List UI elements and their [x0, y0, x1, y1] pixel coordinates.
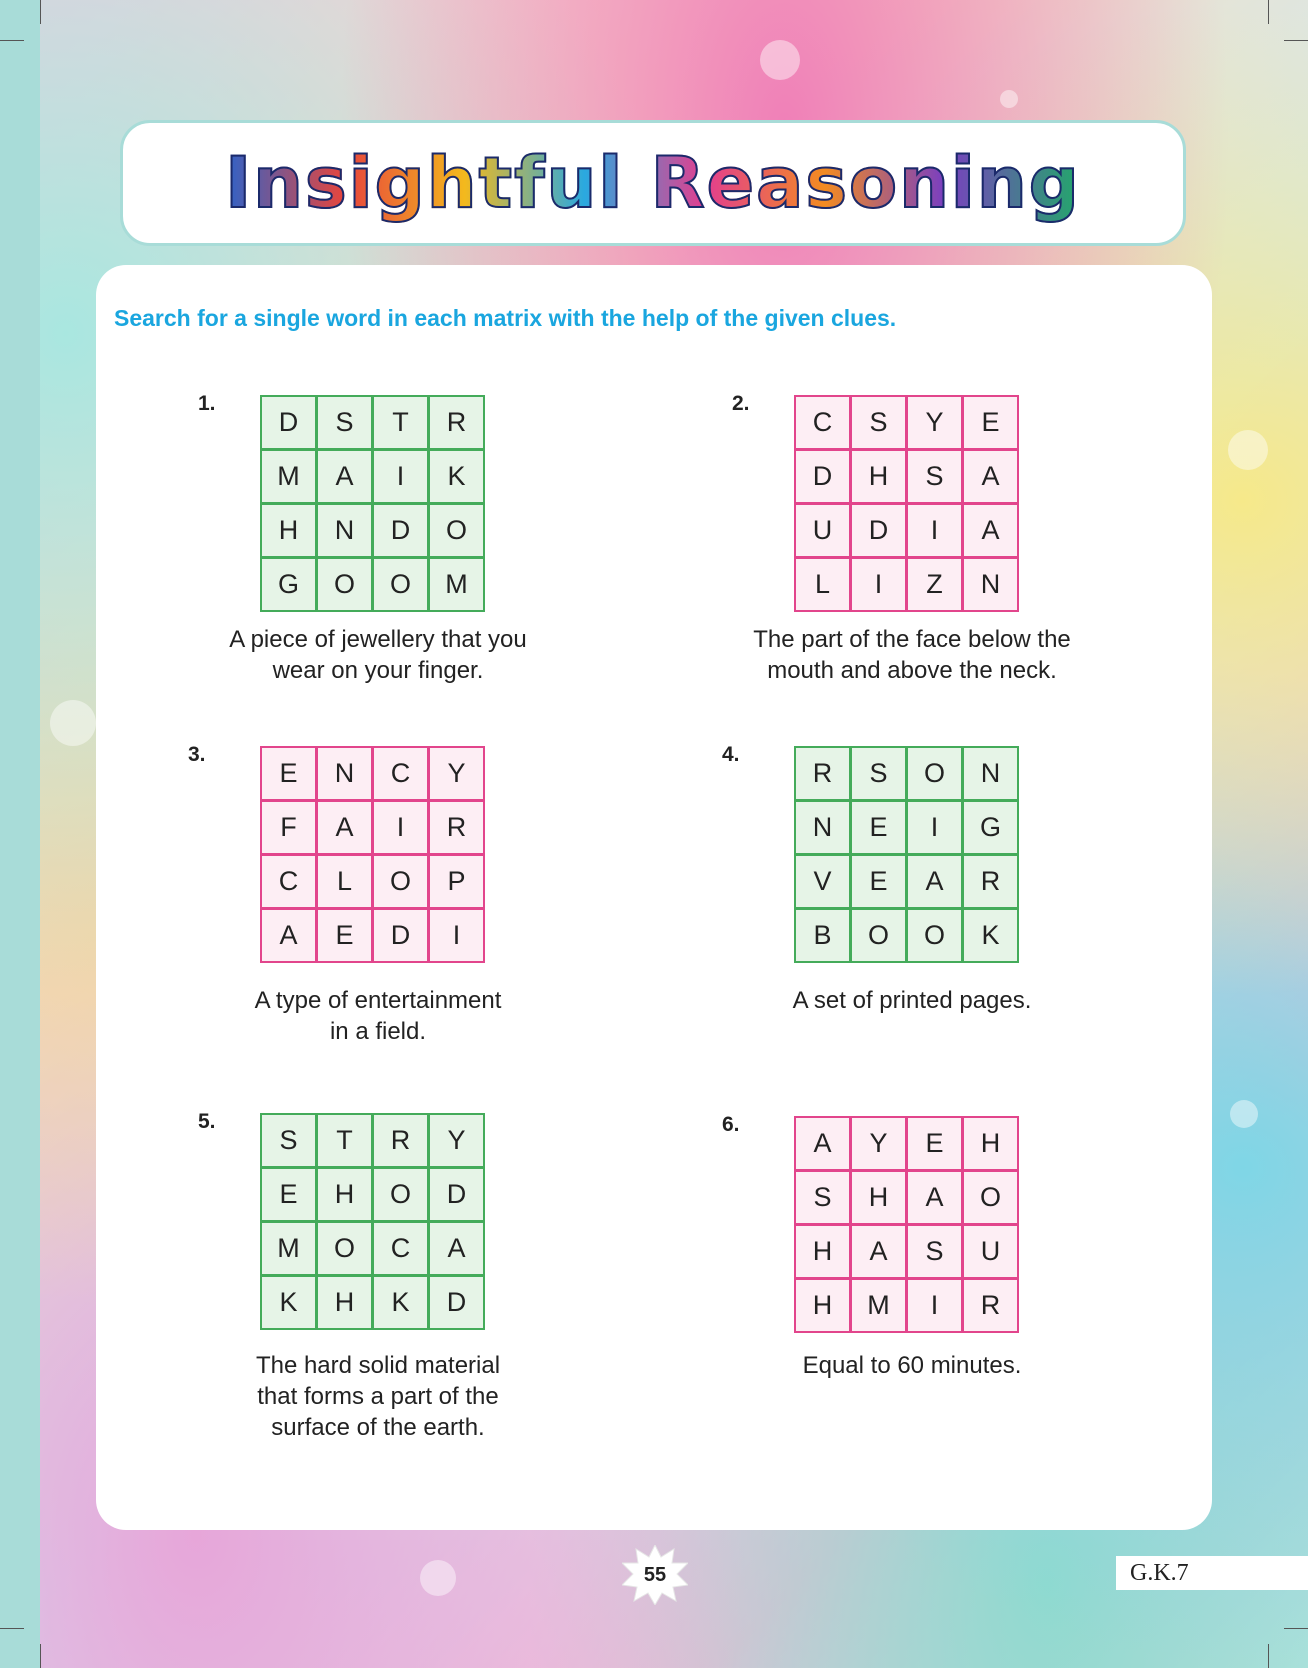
grid-cell[interactable]: E [260, 746, 317, 801]
grid-cell[interactable]: O [316, 1221, 373, 1276]
grid-cell[interactable]: G [962, 800, 1019, 855]
grid-cell[interactable]: S [316, 395, 373, 450]
grid-cell[interactable]: G [260, 557, 317, 612]
grid-cell[interactable]: C [372, 1221, 429, 1276]
clue-line: surface of the earth. [271, 1414, 485, 1441]
grid-cell[interactable]: A [906, 854, 963, 909]
grid-cell[interactable]: H [316, 1167, 373, 1222]
grid-cell[interactable]: H [794, 1278, 851, 1333]
page-number-badge [622, 1545, 688, 1605]
grid-cell[interactable]: O [372, 1167, 429, 1222]
grid-cell[interactable]: A [316, 800, 373, 855]
grid-cell[interactable]: P [428, 854, 485, 909]
clue-line: A set of printed pages. [792, 987, 1032, 1014]
crop-mark [1268, 1644, 1269, 1668]
grid-cell[interactable]: I [906, 800, 963, 855]
grid-cell[interactable]: I [372, 800, 429, 855]
grid-cell[interactable]: R [962, 1278, 1019, 1333]
letter-grid [260, 1113, 484, 1329]
grid-cell[interactable]: K [372, 1275, 429, 1330]
grid-cell[interactable]: O [850, 908, 907, 963]
clue-line: The part of the face below the [753, 626, 1071, 653]
grid-cell[interactable]: L [794, 557, 851, 612]
grid-cell[interactable]: D [428, 1275, 485, 1330]
grid-cell[interactable]: K [962, 908, 1019, 963]
grid-cell[interactable]: Y [906, 395, 963, 450]
grid-cell[interactable]: O [906, 746, 963, 801]
grid-cell[interactable]: A [850, 1224, 907, 1279]
grid-cell[interactable]: C [260, 854, 317, 909]
page-spine-strip [0, 0, 40, 1668]
letter-grid [794, 395, 1018, 611]
grid-cell[interactable]: N [316, 503, 373, 558]
letter-grid [260, 746, 484, 962]
clue-line: Equal to 60 minutes. [802, 1352, 1022, 1379]
grid-cell[interactable]: T [316, 1113, 373, 1168]
clue-line: The hard solid material [255, 1352, 501, 1379]
grid-cell[interactable]: C [794, 395, 851, 450]
grid-cell[interactable]: D [794, 449, 851, 504]
grid-cell[interactable]: I [428, 908, 485, 963]
puzzle-number: 1. [198, 392, 216, 415]
grid-cell[interactable]: D [260, 395, 317, 450]
grid-cell[interactable]: S [260, 1113, 317, 1168]
letter-grid [260, 395, 484, 611]
instruction-text: Search for a single word in each matrix with the help of the given clues. [114, 305, 897, 331]
grid-cell[interactable]: R [372, 1113, 429, 1168]
puzzle-number: 6. [722, 1113, 740, 1136]
clue-line: wear on your finger. [272, 657, 484, 684]
bokeh-dot [1230, 1100, 1258, 1128]
grid-cell[interactable]: D [372, 503, 429, 558]
grid-cell[interactable]: A [962, 503, 1019, 558]
crop-mark [1268, 0, 1269, 24]
grid-cell[interactable]: E [962, 395, 1019, 450]
grid-cell[interactable]: H [962, 1116, 1019, 1171]
grid-cell[interactable]: O [372, 854, 429, 909]
clue-line: A type of entertainment [254, 987, 502, 1014]
grid-cell[interactable]: D [428, 1167, 485, 1222]
grid-cell[interactable]: N [316, 746, 373, 801]
grid-cell[interactable]: N [962, 746, 1019, 801]
grid-cell[interactable]: O [962, 1170, 1019, 1225]
bokeh-dot [420, 1560, 456, 1596]
grid-cell[interactable]: V [794, 854, 851, 909]
puzzle-number: 3. [188, 743, 206, 766]
grid-cell[interactable]: Y [428, 1113, 485, 1168]
grid-cell[interactable]: O [372, 557, 429, 612]
grid-cell[interactable]: M [260, 1221, 317, 1276]
crop-mark [40, 0, 41, 24]
grid-cell[interactable]: F [260, 800, 317, 855]
grid-cell[interactable]: H [260, 503, 317, 558]
grid-cell[interactable]: E [906, 1116, 963, 1171]
grid-cell[interactable]: D [850, 503, 907, 558]
grid-cell[interactable]: R [428, 395, 485, 450]
grid-cell[interactable]: E [850, 854, 907, 909]
grid-cell[interactable]: E [316, 908, 373, 963]
grid-cell[interactable]: S [850, 746, 907, 801]
book-code: G.K.7 [1116, 1556, 1308, 1590]
grid-cell[interactable]: A [962, 449, 1019, 504]
grid-cell[interactable]: I [906, 503, 963, 558]
clue-text [732, 1350, 1092, 1381]
clue-line: mouth and above the neck. [767, 657, 1057, 684]
bokeh-dot [50, 700, 96, 746]
grid-cell[interactable]: L [316, 854, 373, 909]
grid-cell[interactable]: I [372, 449, 429, 504]
grid-cell[interactable]: M [260, 449, 317, 504]
grid-cell[interactable]: Y [850, 1116, 907, 1171]
puzzle-number: 5. [198, 1110, 216, 1133]
clue-text [198, 985, 558, 1047]
grid-cell[interactable]: K [260, 1275, 317, 1330]
grid-cell[interactable]: A [428, 1221, 485, 1276]
grid-cell[interactable]: N [794, 800, 851, 855]
grid-cell[interactable]: D [372, 908, 429, 963]
grid-cell[interactable]: O [906, 908, 963, 963]
grid-cell[interactable]: C [372, 746, 429, 801]
crop-mark [1284, 1628, 1308, 1629]
grid-cell[interactable]: A [260, 908, 317, 963]
content-panel [96, 265, 1212, 1530]
grid-cell[interactable]: B [794, 908, 851, 963]
grid-cell[interactable]: E [260, 1167, 317, 1222]
clue-text [732, 624, 1092, 686]
bokeh-dot [1000, 90, 1018, 108]
bokeh-dot [1228, 430, 1268, 470]
grid-cell[interactable]: H [850, 1170, 907, 1225]
page-number: 55 [643, 1563, 667, 1586]
title-banner [120, 120, 1186, 246]
grid-cell[interactable]: K [428, 449, 485, 504]
clue-line: A piece of jewellery that you [229, 626, 527, 653]
clue-line: in a field. [329, 1018, 427, 1045]
grid-cell[interactable]: U [962, 1224, 1019, 1279]
grid-cell[interactable]: H [794, 1224, 851, 1279]
grid-cell[interactable]: R [962, 854, 1019, 909]
letter-grid [794, 746, 1018, 962]
crop-mark [0, 40, 24, 41]
grid-cell[interactable]: S [794, 1170, 851, 1225]
crop-mark [0, 1628, 24, 1629]
letter-grid [794, 1116, 1018, 1332]
grid-cell[interactable]: Y [428, 746, 485, 801]
clue-text [198, 1350, 558, 1443]
clue-text [732, 985, 1092, 1016]
puzzle-number: 2. [732, 392, 750, 415]
grid-cell[interactable]: M [428, 557, 485, 612]
grid-cell[interactable]: N [962, 557, 1019, 612]
grid-cell[interactable]: I [906, 1278, 963, 1333]
clue-text [198, 624, 558, 686]
grid-cell[interactable]: H [850, 449, 907, 504]
grid-cell[interactable]: R [428, 800, 485, 855]
grid-cell[interactable]: A [906, 1170, 963, 1225]
grid-cell[interactable]: O [316, 557, 373, 612]
bokeh-dot [760, 40, 800, 80]
grid-cell[interactable]: A [794, 1116, 851, 1171]
grid-cell[interactable]: M [850, 1278, 907, 1333]
grid-cell[interactable]: I [850, 557, 907, 612]
grid-cell[interactable]: O [428, 503, 485, 558]
crop-mark [1284, 40, 1308, 41]
grid-cell[interactable]: E [850, 800, 907, 855]
grid-cell[interactable]: S [906, 449, 963, 504]
crop-mark [40, 1644, 41, 1668]
grid-cell[interactable]: H [316, 1275, 373, 1330]
grid-cell[interactable]: Z [906, 557, 963, 612]
grid-cell[interactable]: U [794, 503, 851, 558]
grid-cell[interactable]: S [906, 1224, 963, 1279]
grid-cell[interactable]: T [372, 395, 429, 450]
grid-cell[interactable]: R [794, 746, 851, 801]
grid-cell[interactable]: A [316, 449, 373, 504]
grid-cell[interactable]: S [850, 395, 907, 450]
clue-line: that forms a part of the [257, 1383, 499, 1410]
puzzle-number: 4. [722, 743, 740, 766]
page-title: Insightful Reasoning [225, 142, 1081, 224]
